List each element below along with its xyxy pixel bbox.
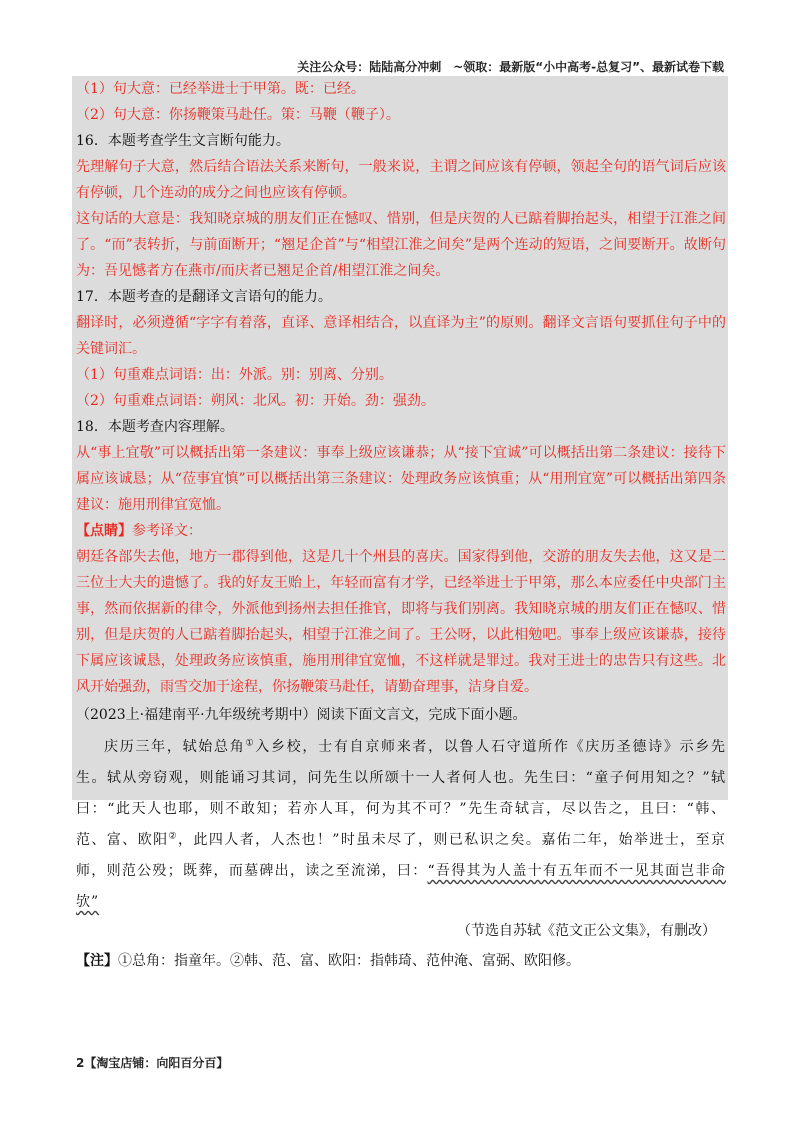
passage-part-c: ，此四人者，人杰也！”时虽未尽了，则已私识之矣。嘉佑二年，始举进士，至京师，则范公殁；既葬，而墓碑出，读之至流涕，曰： — [76, 832, 727, 879]
passage-quote-underlined: “吾得其为人盖十有五年而不一见其面岂非命欤” — [76, 863, 726, 910]
note-line — [76, 948, 726, 974]
q17-heading: 17．本题考查的是翻译文言语句的能力。 — [76, 289, 332, 305]
q18-heading: 18．本题考查内容理解。 — [76, 419, 234, 435]
note-label: 【注】 — [76, 953, 118, 969]
footnote-1-marker: ① — [245, 738, 256, 749]
tip-label: 【点睛】 — [76, 523, 132, 539]
q18-answer: 从“事上宜敬”可以概括出第一条建议：事奉上级应该谦恭；从“接下宜诚”可以概括出第二条建议：接待下属应该诚恳；从“莅事宜慎”可以概括出第三条建议：处理政务应该慎重；从“用刑宜宽”可以概括出第四条建议：施用刑律宜宽恤。 — [76, 445, 726, 513]
page-content — [76, 76, 726, 974]
q16-heading: 16．本题考查学生文言断句能力。 — [76, 133, 290, 149]
q17-item-2: （2）句重难点词语：朔风：北风。初：开始。劲：强劲。 — [76, 393, 435, 409]
q17-method: 翻译时，必须遵循“字字有着落，直译、意译相结合，以直译为主”的原则。翻译文言语句要抓住句子中的关键词汇。 — [76, 315, 726, 357]
question-intro: （2023上·福建南平·九年级统考期中）阅读下面文言文，完成下面小题。 — [76, 707, 527, 723]
passage-part-a: 庆历三年，轼始总角 — [104, 739, 246, 755]
reference-translation: 朝廷各部失去他，地方一郡得到他，这是几十个州县的喜庆。国家得到他，交游的朋友失去他，这又是二三位士大夫的遗憾了。我的好友王贻上，年轻而富有才学，已经举进士于甲第，那么本应委任中央部门主事，然而依据新的律令，外派他到扬州去担任推官，即将与我们别离。我知晓京城的朋友们正在憾叹、惜别，但是庆贺的人已踮着脚抬起头，相望于江淮之间了。王公呀，以此相勉吧。事奉上级应该谦恭，接待下属应该诚恳，处理政务应该慎重，施用刑律宜宽恤，不这样就是罪过。我对王进士的忠告只有这些。北风开始强劲，雨雪交加于途程，你扬鞭策马赴任，请勤奋理事，洁身自爱。 — [76, 549, 726, 695]
q16-method: 先理解句子大意，然后结合语法关系来断句，一般来说，主谓之间应该有停顿，领起全句的语气词后应该有停顿，几个连动的成分之间也应该有停顿。 — [76, 159, 726, 201]
page-header: 关注公众号：陆陆高分冲刺 ~领取：最新版“小中高考-总复习”、最新试卷下载 — [297, 60, 724, 74]
q17-item-1: （1）句重难点词语：出：外派。别：别离、分别。 — [76, 367, 393, 383]
answer-line-1: （1）句大意：已经举进士于甲第。既：已经。 — [76, 81, 365, 97]
note-text: ①总角：指童年。②韩、范、富、欧阳：指韩琦、范仲淹、富弼、欧阳修。 — [118, 953, 580, 969]
tip-text: 参考译文： — [132, 523, 202, 539]
passage-part-b: 入乡校，士有自京师来者，以鲁人石守道所作《庆历圣德诗》示乡先生。轼从旁窃观，则能诵习其词，问先生以所颂十一人者何人也。先生曰：“童子何用知之？”轼曰：“此天人也耶，则不敢知；若亦人耳，何为其不可？”先生奇轼言，尽以告之，且曰：“韩、范、富、欧阳 — [76, 739, 727, 848]
answer-line-2: （2）句大意：你扬鞭策马赴任。策：马鞭（鞭子）。 — [76, 107, 400, 123]
q16-explanation: 这句话的大意是：我知晓京城的朋友们正在憾叹、惜别，但是庆贺的人已踮着脚抬起头，相望于江淮之间了。“而”表转折，与前面断开；“翘足企首”与“相望江淮之间矣”是两个连动的短语，之间要断开。故断句为：吾见憾者方在燕市/而庆者已翘足企首/相望江淮之间矣。 — [76, 211, 726, 279]
classical-passage — [76, 732, 726, 918]
footnote-2-marker: ② — [168, 831, 179, 842]
passage-source: （节选自苏轼《范文正公文集》，有删改） — [457, 923, 716, 939]
page-number: 2 — [76, 1056, 85, 1070]
footer-shop-text: 【淘宝店铺：向阳百分百】 — [84, 1056, 229, 1070]
page-footer — [76, 1054, 228, 1071]
tip-line — [76, 518, 726, 544]
